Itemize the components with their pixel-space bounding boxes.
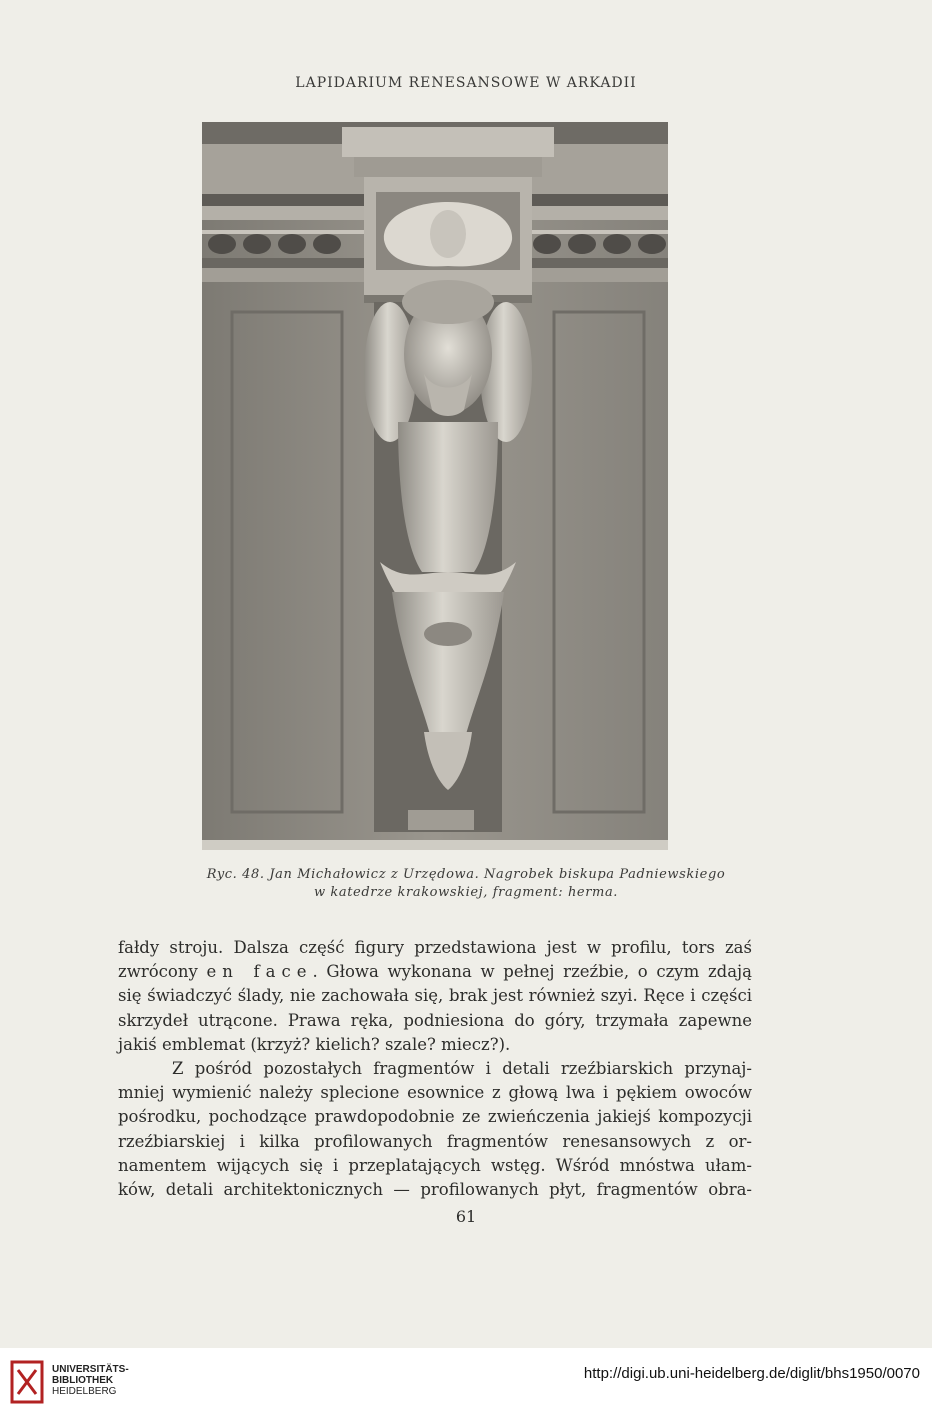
text-line: jakiś emblemat (krzyż? kielich? szale? miecz?). bbox=[118, 1034, 511, 1054]
herm-photograph bbox=[202, 122, 668, 850]
library-name-line: UNIVERSITÄTS- bbox=[52, 1364, 129, 1375]
library-name-line: HEIDELBERG bbox=[52, 1386, 117, 1397]
text-line: ków, detali architektonicznych — profilowanych płyt, fragmentów obra- bbox=[118, 1180, 752, 1200]
text-line: Z pośród pozostałych fragmentów i detali rzeźbiarskich przynaj- bbox=[172, 1059, 752, 1079]
page-number: 61 bbox=[455, 1207, 477, 1226]
text-line bbox=[118, 960, 752, 984]
viewer-footer bbox=[0, 1348, 932, 1416]
text-fragment: zwrócony bbox=[118, 962, 198, 982]
text-line: skrzydeł utrącone. Prawa ręka, podniesiona do góry, trzymała zapewne bbox=[118, 1010, 752, 1030]
library-name bbox=[52, 1364, 129, 1397]
permalink-url[interactable]: http://digi.ub.uni-heidelberg.de/diglit/bhs1950/0070 bbox=[583, 1365, 920, 1382]
figure-caption-line1: Ryc. 48. Jan Michałowicz z Urzędowa. Nagrobek biskupa Padniewskiego bbox=[206, 867, 726, 882]
text-line: fałdy stroju. Dalsza część figury przedstawiona jest w profilu, tors zaś bbox=[118, 938, 752, 957]
text-line: pośrodku, pochodzące prawdopodobnie ze zwieńczenia jakiejś kompozycji bbox=[118, 1107, 752, 1127]
figure-caption-line2: w katedrze krakowskiej, fragment: herma. bbox=[313, 885, 619, 900]
text-line: się świadczyć ślady, nie zachowała się, brak jest również szyi. Ręce i części bbox=[118, 986, 752, 1006]
emphasized-term: en face bbox=[206, 962, 313, 982]
text-line: rzeźbiarskiej i kilka profilowanych fragmentów renesansowych z or- bbox=[118, 1131, 752, 1151]
text-line: namentem wijących się i przeplatających wstęg. Wśród mnóstwa ułam- bbox=[118, 1155, 752, 1175]
library-name-line: BIBLIOTHEK bbox=[52, 1375, 114, 1386]
library-logo-icon bbox=[10, 1360, 44, 1404]
text-fragment: . Głowa wykonana w pełnej rzeźbie, o czym zdają bbox=[312, 962, 752, 982]
running-title: LAPIDARIUM RENESANSOWE W ARKADII bbox=[295, 75, 637, 91]
body-text bbox=[118, 936, 752, 1202]
text-line: mniej wymienić należy splecione esownice z głową lwa i pękiem owoców bbox=[118, 1083, 752, 1103]
